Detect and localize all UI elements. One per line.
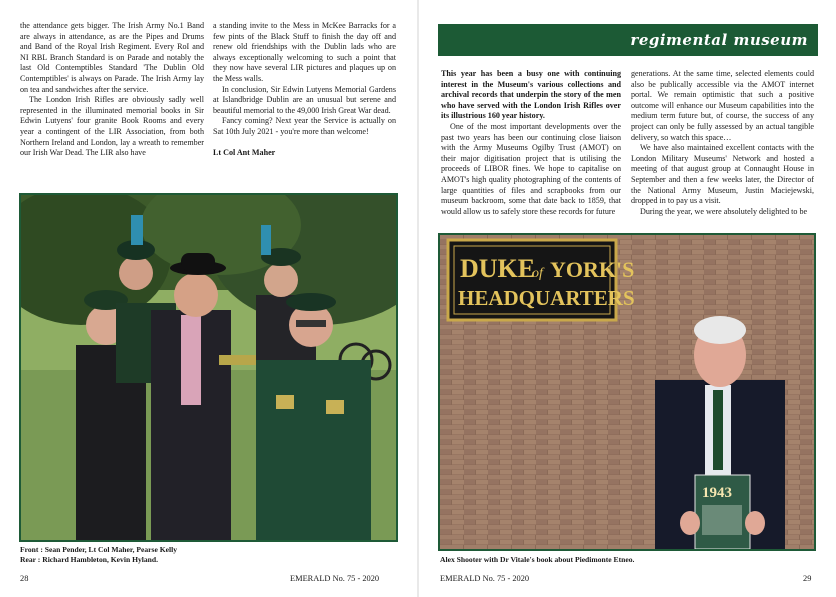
- group-photo-image: [21, 195, 396, 540]
- page-gutter: [417, 0, 419, 597]
- paragraph: One of the most important developments over the past two years has been our continuing close liaison with the Army Museums Ogilby Trust (AMOT) on their major digitisation project that is utilising the proceeds of LIBOR fines. We hope to capitalise on AMOT's high quality photographing of the contents of large quantities of files and scrapbooks from our museum backroom, some that date back to 1859, that would allow us to safely store these records for future: [441, 121, 621, 216]
- sign-text-headquarters: HEADQUARTERS: [458, 286, 635, 310]
- paragraph: During the year, we were absolutely delighted to be: [640, 206, 808, 216]
- sign-text-yorks: YORK'S: [550, 257, 635, 282]
- right-photo-caption: Alex Shooter with Dr Vitale's book about Piedimonte Etneo.: [440, 555, 635, 564]
- right-column-1: [441, 69, 621, 217]
- paragraph: We have also maintained excellent contacts with the London Military Museums' Network and hosted a meeting of that august group at Connaught House in September and then a few weeks later, the Director of the National Army Museum, Justin Maciejewski, dropped in to pay us a visit.: [631, 143, 814, 206]
- group-photo: [19, 193, 398, 542]
- paragraph: the attendance gets bigger. The Irish Army No.1 Band are always in attendance, as are the Pipes and Drums and Band of the Royal Irish Regiment. Every RoI and NI RBL Branch Standard is on Parade and notably the last Old Contemptibles Standard 'The Dublin Old Contemptibles' is always on Parade. The Irish Army lay on tea and sandwiches after the service.: [20, 21, 204, 94]
- right-column-2: [631, 69, 814, 217]
- paragraph: The London Irish Rifles are obviously sadly well represented in the illuminated memorial books in Sir Edwin Lutyens' four granite Book Rooms and every year a contingent of the LIR Association, from both Northern Ireland and London, lay a wreath to remember our Irish War Dead. The LIR also have: [20, 95, 204, 158]
- section-banner: regimental museum: [438, 24, 818, 56]
- paragraph: generations. At the same time, selected elements could also be publically accessible via the AMOT internet portal. We remain optimistic that such a positive outcome will enhance our Museum capabilities into the medium term future but, of course, the success of any project can only be fully assessed by an actual tangible delivery, so watch this space…: [631, 69, 814, 142]
- paragraph: In conclusion, Sir Edwin Lutyens Memorial Gardens at Islandbridge Dublin are an unusual but serene and beautiful memorial to the 49,000 Irish Great War dead.: [213, 84, 396, 115]
- book-cover-title: 1943: [702, 485, 732, 501]
- paragraph: a standing invite to the Mess in McKee Barracks for a few pints of the Black Stuff to finish the day off and renew old friendships with the Dublin lads who are always exceptionally welcoming to such a point that they now have several LIR pictures and plaques up on the Mess walls.: [213, 21, 396, 83]
- author-signature: Lt Col Ant Maher: [213, 147, 276, 157]
- intro-paragraph: This year has been a busy one with continuing interest in the Museum's various collections and archival records that underpin the story of the men who have served with the London Irish Rifles over its illustrious 160 year history.: [441, 69, 621, 121]
- right-footer-title: EMERALD No. 75 - 2020: [440, 574, 530, 583]
- sign-text-duke: DUKE: [460, 254, 536, 283]
- headquarters-photo-image: [440, 235, 814, 549]
- left-page-number: 28: [20, 574, 29, 583]
- sign-text-of: of: [532, 266, 543, 281]
- caption-line: Rear : Richard Hambleton, Kevin Hyland.: [20, 555, 159, 564]
- left-column-2: [213, 21, 396, 158]
- left-column-1: [20, 21, 204, 159]
- left-footer-title: EMERALD No. 75 - 2020: [290, 574, 380, 583]
- caption-line: Front : Sean Pender, Lt Col Maher, Pearse Kelly: [20, 545, 178, 554]
- right-page-number: 29: [803, 574, 812, 583]
- paragraph: Fancy coming? Next year the Service is actually on Sat 10th July 2021 - you're more than welcome!: [213, 116, 396, 136]
- headquarters-photo: [438, 233, 816, 551]
- left-photo-caption: [20, 545, 177, 565]
